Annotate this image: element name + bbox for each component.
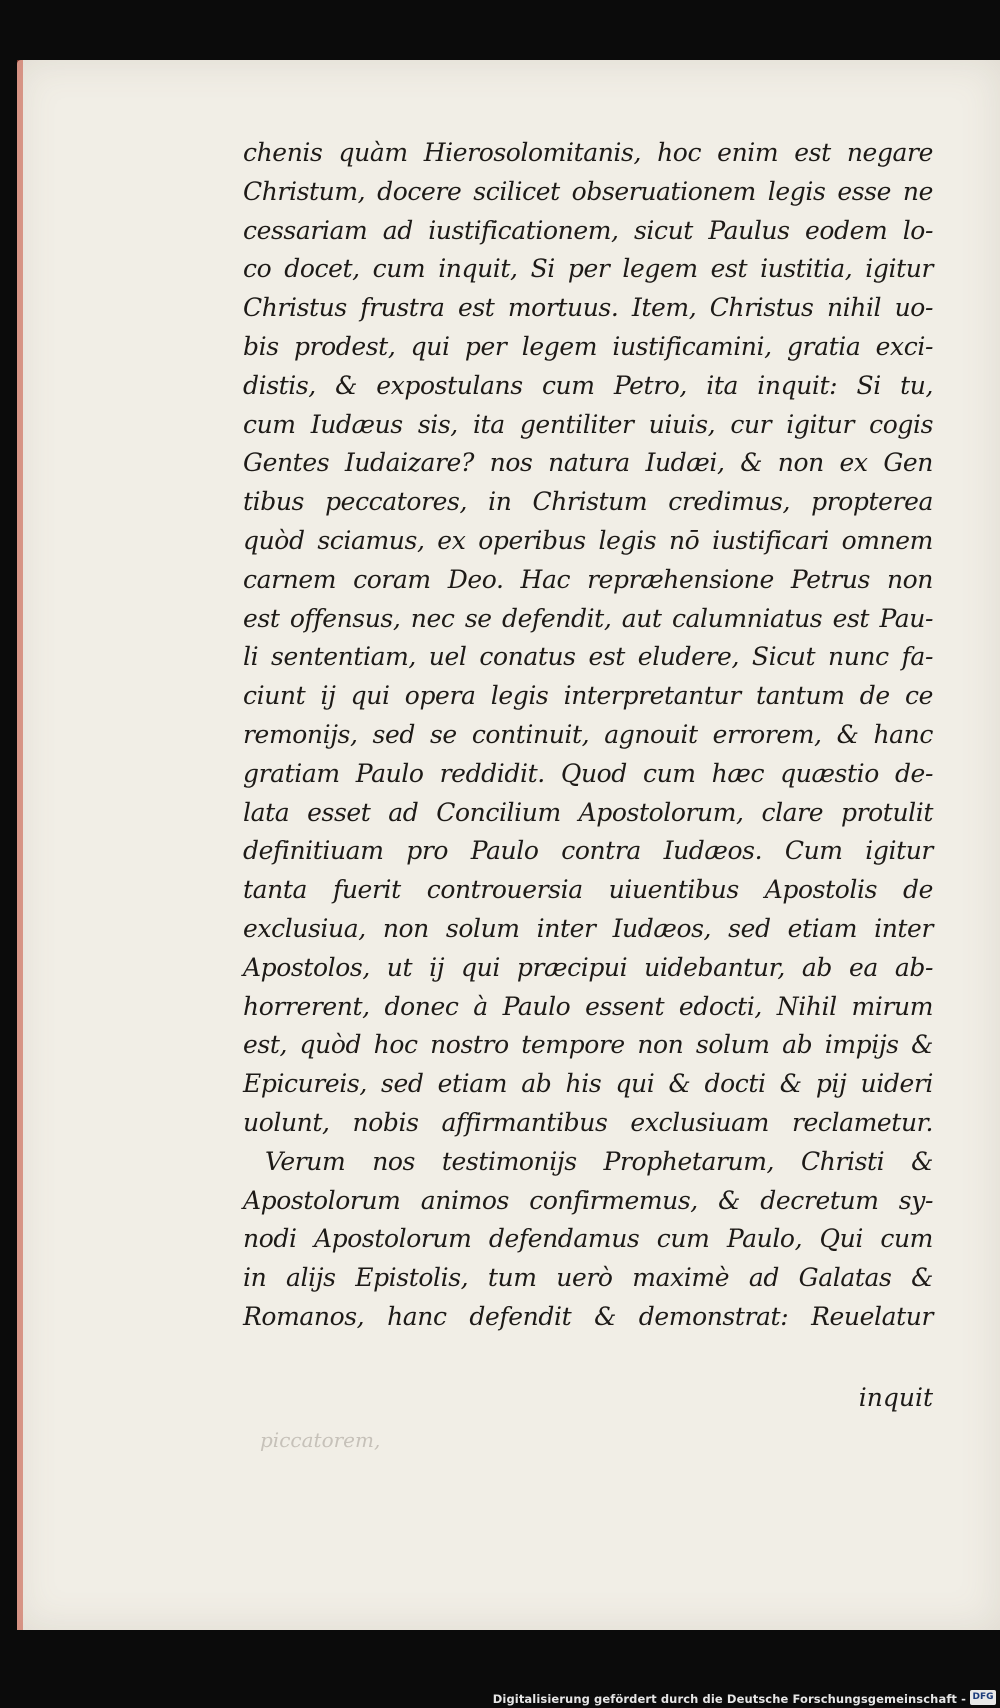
- text-line: bis prodest, qui per legem iustificamini, gratia exci-: [243, 331, 933, 361]
- text-line: tibus peccatores, in Christum credimus, propterea: [243, 487, 933, 517]
- text-line: definitiuam pro Paulo contra Iudæos. Cum igitur: [243, 836, 933, 866]
- text-line: nodi Apostolorum defendamus cum Paulo, Qui cum: [243, 1224, 933, 1254]
- text-line: gratiam Paulo reddidit. Quod cum hæc quæstio de-: [243, 758, 933, 788]
- digitization-credit: Digitalisierung gefördert durch die Deutsche Forschungsgemeinschaft -: [492, 1692, 966, 1706]
- text-line: li sententiam, uel conatus est eludere, Sicut nunc fa-: [243, 642, 933, 672]
- text-line: carnem coram Deo. Hac repræhensione Petrus non: [243, 564, 933, 594]
- text-line: uolunt, nobis affirmantibus exclusiuam reclametur.: [243, 1107, 933, 1137]
- text-line: lata esset ad Concilium Apostolorum, clare protulit: [243, 797, 933, 827]
- text-line: distis, & expostulans cum Petro, ita inquit: Si tu,: [243, 370, 933, 400]
- text-line: Apostolorum animos confirmemus, & decretum sy-: [243, 1185, 933, 1215]
- text-line: horrerent, donec à Paulo essent edocti, Nihil mirum: [243, 991, 933, 1021]
- text-line: Christus frustra est mortuus. Item, Christus nihil uo-: [243, 293, 933, 323]
- text-line: Apostolos, ut ij qui præcipui uidebantur, ab ea ab-: [243, 952, 933, 982]
- text-line: exclusiua, non solum inter Iudæos, sed etiam inter: [243, 913, 933, 943]
- text-line: Gentes Iudaizare? nos natura Iudæi, & non ex Gen: [243, 448, 933, 478]
- text-line: remonijs, sed se continuit, agnouit errorem, & hanc: [243, 719, 933, 749]
- text-line: co docet, cum inquit, Si per legem est iustitia, igitur: [243, 254, 933, 284]
- text-line: cessariam ad iustificationem, sicut Paulus eodem lo-: [243, 215, 933, 245]
- text-block: [243, 134, 933, 1337]
- dfg-logo: DFG: [970, 1690, 996, 1705]
- text-line: Romanos, hanc defendit & demonstrat: Reuelatur: [243, 1301, 933, 1331]
- text-line: est, quòd hoc nostro tempore non solum ab impijs &: [243, 1030, 933, 1060]
- text-line: Christum, docere scilicet obseruationem legis esse ne: [243, 176, 933, 206]
- page-edge-marking: [17, 60, 23, 1630]
- bleed-through-text: piccatorem,: [260, 1428, 381, 1452]
- text-line: est offensus, nec se defendit, aut calumniatus est Pau-: [243, 603, 933, 633]
- text-line: in alijs Epistolis, tum uerò maximè ad Galatas &: [243, 1263, 933, 1293]
- text-line: quòd sciamus, ex operibus legis nō iustificari omnem: [243, 525, 933, 555]
- text-line-paragraph-start: Verum nos testimonijs Prophetarum, Christi &: [265, 1146, 933, 1176]
- text-line: ciunt ij qui opera legis interpretantur tantum de ce: [243, 681, 933, 711]
- text-line: cum Iudæus sis, ita gentiliter uiuis, cur igitur cogis: [243, 409, 933, 439]
- catchword: inquit: [858, 1383, 933, 1412]
- text-line: tanta fuerit controuersia uiuentibus Apostolis de: [243, 875, 933, 905]
- text-line: Epicureis, sed etiam ab his qui & docti & pij uideri: [243, 1069, 933, 1099]
- footer-bar: [0, 1684, 1000, 1708]
- text-line: chenis quàm Hierosolomitanis, hoc enim est negare: [243, 138, 933, 167]
